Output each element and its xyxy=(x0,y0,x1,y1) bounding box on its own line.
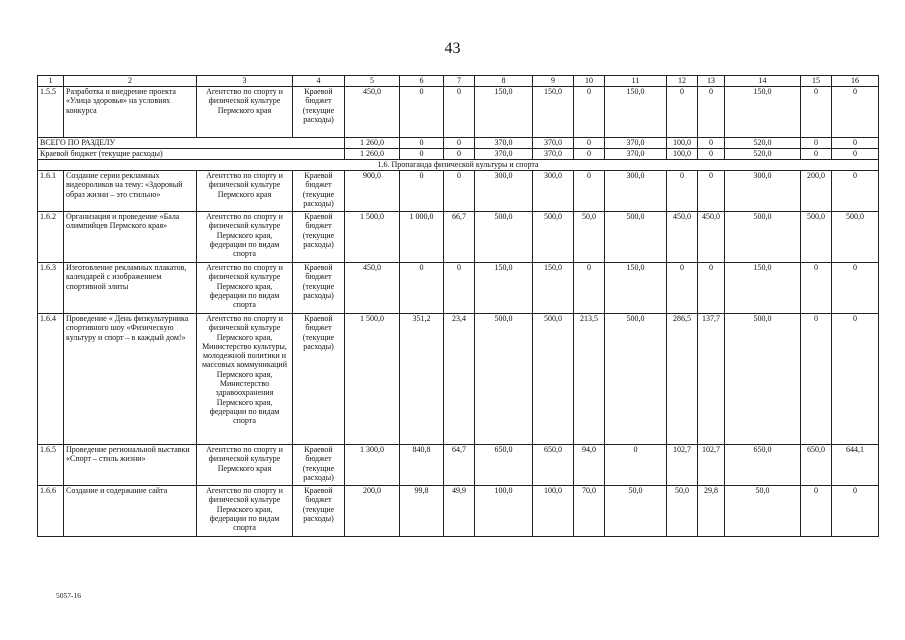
value-cell: 370,0 xyxy=(605,149,667,160)
value-cell: 0 xyxy=(574,138,605,149)
row-agency: Агентство по спорту и физической культуре Пермского края, Министерство культуры, молодежной политики и массовых коммуникаций Пермского края, Министерство здравоохранения Пермского края, федерации по видам спорта xyxy=(197,314,293,445)
value-cell: 50,0 xyxy=(574,212,605,263)
value-cell: 370,0 xyxy=(533,149,574,160)
header-cell: 12 xyxy=(667,76,698,87)
table-row xyxy=(38,212,879,263)
row-number: 1.6.2 xyxy=(38,212,64,263)
value-cell: 500,0 xyxy=(475,212,533,263)
value-cell: 100,0 xyxy=(533,486,574,537)
value-cell: 500,0 xyxy=(533,212,574,263)
row-number: 1.6.6 xyxy=(38,486,64,537)
row-source: Краевой бюджет (текущие расходы) xyxy=(293,486,345,537)
row-name: Организация и проведение «Бала олимпийцев Пермского края» xyxy=(64,212,197,263)
value-cell: 500,0 xyxy=(533,314,574,445)
row-source: Краевой бюджет (текущие расходы) xyxy=(293,171,345,212)
value-cell: 150,0 xyxy=(605,263,667,314)
value-cell: 1 000,0 xyxy=(400,212,444,263)
value-cell: 650,0 xyxy=(533,445,574,486)
value-cell: 0 xyxy=(832,171,879,212)
value-cell: 94,0 xyxy=(574,445,605,486)
row-agency: Агентство по спорту и физической культуре Пермского края xyxy=(197,445,293,486)
row-name: Разработка и внедрение проекта «Улица здоровья» на условиях конкурса xyxy=(64,87,197,138)
value-cell: 150,0 xyxy=(725,87,801,138)
value-cell: 370,0 xyxy=(533,138,574,149)
value-cell: 0 xyxy=(698,171,725,212)
header-cell: 4 xyxy=(293,76,345,87)
section-total-row xyxy=(38,138,879,149)
value-cell: 0 xyxy=(400,138,444,149)
header-cell: 11 xyxy=(605,76,667,87)
value-cell: 0 xyxy=(574,87,605,138)
value-cell: 500,0 xyxy=(801,212,832,263)
value-cell: 1 300,0 xyxy=(345,445,400,486)
value-cell: 0 xyxy=(832,149,879,160)
value-cell: 23,4 xyxy=(444,314,475,445)
value-cell: 0 xyxy=(832,314,879,445)
document-code: 5057-16 xyxy=(56,591,81,600)
value-cell: 0 xyxy=(832,486,879,537)
value-cell: 1 500,0 xyxy=(345,212,400,263)
row-name: Создание серии рекламных видеороликов на тему: «Здоровый образ жизни – это стильно» xyxy=(64,171,197,212)
value-cell: 450,0 xyxy=(345,87,400,138)
value-cell: 0 xyxy=(698,263,725,314)
value-cell: 0 xyxy=(832,87,879,138)
value-cell: 0 xyxy=(698,138,725,149)
value-cell: 300,0 xyxy=(475,171,533,212)
value-cell: 1 260,0 xyxy=(345,149,400,160)
value-cell: 70,0 xyxy=(574,486,605,537)
row-source: Краевой бюджет (текущие расходы) xyxy=(293,314,345,445)
budget-total-row xyxy=(38,149,879,160)
value-cell: 370,0 xyxy=(605,138,667,149)
value-cell: 500,0 xyxy=(725,212,801,263)
value-cell: 370,0 xyxy=(475,138,533,149)
value-cell: 1 260,0 xyxy=(345,138,400,149)
value-cell: 450,0 xyxy=(667,212,698,263)
header-cell: 13 xyxy=(698,76,725,87)
value-cell: 150,0 xyxy=(605,87,667,138)
value-cell: 500,0 xyxy=(725,314,801,445)
value-cell: 370,0 xyxy=(475,149,533,160)
value-cell: 0 xyxy=(400,171,444,212)
row-name: Проведение « День физкультурника спортивного шоу «Физическую культуру и спорт – в каждый дом!» xyxy=(64,314,197,445)
value-cell: 0 xyxy=(801,138,832,149)
value-cell: 0 xyxy=(400,87,444,138)
program-table xyxy=(37,75,879,537)
row-agency: Агентство по спорту и физической культуре Пермского края xyxy=(197,171,293,212)
value-cell: 100,0 xyxy=(667,149,698,160)
header-cell: 14 xyxy=(725,76,801,87)
value-cell: 137,7 xyxy=(698,314,725,445)
value-cell: 0 xyxy=(574,263,605,314)
header-row xyxy=(38,76,879,87)
header-cell: 9 xyxy=(533,76,574,87)
section-heading-row xyxy=(38,160,879,171)
value-cell: 500,0 xyxy=(605,314,667,445)
row-source: Краевой бюджет (текущие расходы) xyxy=(293,212,345,263)
value-cell: 0 xyxy=(605,445,667,486)
row-number: 1.6.4 xyxy=(38,314,64,445)
value-cell: 0 xyxy=(400,149,444,160)
value-cell: 0 xyxy=(667,171,698,212)
header-cell: 1 xyxy=(38,76,64,87)
value-cell: 450,0 xyxy=(345,263,400,314)
value-cell: 200,0 xyxy=(801,171,832,212)
value-cell: 300,0 xyxy=(725,171,801,212)
value-cell: 150,0 xyxy=(533,263,574,314)
budget-total-label: Краевой бюджет (текущие расходы) xyxy=(38,149,345,160)
header-cell: 6 xyxy=(400,76,444,87)
table-row xyxy=(38,263,879,314)
value-cell: 351,2 xyxy=(400,314,444,445)
value-cell: 300,0 xyxy=(533,171,574,212)
row-name: Изготовление рекламных плакатов, календарей с изображением спортивной элиты xyxy=(64,263,197,314)
page-number: 43 xyxy=(444,40,461,57)
value-cell: 650,0 xyxy=(475,445,533,486)
value-cell: 520,0 xyxy=(725,138,801,149)
value-cell: 500,0 xyxy=(475,314,533,445)
value-cell: 0 xyxy=(574,171,605,212)
value-cell: 286,5 xyxy=(667,314,698,445)
value-cell: 0 xyxy=(801,263,832,314)
row-source: Краевой бюджет (текущие расходы) xyxy=(293,87,345,138)
value-cell: 0 xyxy=(444,87,475,138)
value-cell: 0 xyxy=(444,171,475,212)
value-cell: 150,0 xyxy=(725,263,801,314)
table-row xyxy=(38,314,879,445)
value-cell: 0 xyxy=(832,138,879,149)
value-cell: 50,0 xyxy=(605,486,667,537)
value-cell: 0 xyxy=(667,87,698,138)
value-cell: 150,0 xyxy=(475,263,533,314)
row-agency: Агентство по спорту и физической культуре Пермского края, федерации по видам спорта xyxy=(197,212,293,263)
value-cell: 102,7 xyxy=(667,445,698,486)
row-name: Создание и содержание сайта xyxy=(64,486,197,537)
value-cell: 500,0 xyxy=(832,212,879,263)
value-cell: 100,0 xyxy=(667,138,698,149)
value-cell: 0 xyxy=(444,149,475,160)
value-cell: 0 xyxy=(444,263,475,314)
header-cell: 7 xyxy=(444,76,475,87)
row-number: 1.6.3 xyxy=(38,263,64,314)
value-cell: 0 xyxy=(444,138,475,149)
value-cell: 150,0 xyxy=(533,87,574,138)
value-cell: 0 xyxy=(801,149,832,160)
value-cell: 49,9 xyxy=(444,486,475,537)
value-cell: 1 500,0 xyxy=(345,314,400,445)
section-total-label: ВСЕГО ПО РАЗДЕЛУ xyxy=(38,138,345,149)
row-agency: Агентство по спорту и физической культуре Пермского края, федерации по видам спорта xyxy=(197,263,293,314)
table-row xyxy=(38,87,879,138)
value-cell: 500,0 xyxy=(605,212,667,263)
value-cell: 0 xyxy=(801,314,832,445)
value-cell: 50,0 xyxy=(667,486,698,537)
value-cell: 0 xyxy=(801,486,832,537)
value-cell: 300,0 xyxy=(605,171,667,212)
row-number: 1.5.5 xyxy=(38,87,64,138)
header-cell: 2 xyxy=(64,76,197,87)
row-number: 1.6.5 xyxy=(38,445,64,486)
value-cell: 520,0 xyxy=(725,149,801,160)
section-title: 1.6. Пропаганда физической культуры и спорта xyxy=(38,160,879,171)
value-cell: 50,0 xyxy=(725,486,801,537)
value-cell: 840,8 xyxy=(400,445,444,486)
value-cell: 0 xyxy=(698,149,725,160)
header-cell: 8 xyxy=(475,76,533,87)
table-row xyxy=(38,486,879,537)
value-cell: 0 xyxy=(832,263,879,314)
value-cell: 644,1 xyxy=(832,445,879,486)
value-cell: 450,0 xyxy=(698,212,725,263)
value-cell: 102,7 xyxy=(698,445,725,486)
value-cell: 64,7 xyxy=(444,445,475,486)
header-cell: 10 xyxy=(574,76,605,87)
value-cell: 99,8 xyxy=(400,486,444,537)
row-agency: Агентство по спорту и физической культуре Пермского края, федерации по видам спорта xyxy=(197,486,293,537)
value-cell: 0 xyxy=(801,87,832,138)
header-cell: 5 xyxy=(345,76,400,87)
value-cell: 900,0 xyxy=(345,171,400,212)
row-source: Краевой бюджет (текущие расходы) xyxy=(293,263,345,314)
value-cell: 0 xyxy=(400,263,444,314)
value-cell: 0 xyxy=(574,149,605,160)
value-cell: 66,7 xyxy=(444,212,475,263)
row-agency: Агентство по спорту и физической культуре Пермского края xyxy=(197,87,293,138)
value-cell: 650,0 xyxy=(801,445,832,486)
table-row xyxy=(38,171,879,212)
value-cell: 650,0 xyxy=(725,445,801,486)
value-cell: 0 xyxy=(667,263,698,314)
row-source: Краевой бюджет (текущие расходы) xyxy=(293,445,345,486)
value-cell: 150,0 xyxy=(475,87,533,138)
row-name: Проведение региональной выставки «Спорт – стиль жизни» xyxy=(64,445,197,486)
table-row xyxy=(38,445,879,486)
header-cell: 15 xyxy=(801,76,832,87)
header-cell: 3 xyxy=(197,76,293,87)
header-cell: 16 xyxy=(832,76,879,87)
row-number: 1.6.1 xyxy=(38,171,64,212)
value-cell: 100,0 xyxy=(475,486,533,537)
value-cell: 200,0 xyxy=(345,486,400,537)
value-cell: 0 xyxy=(698,87,725,138)
value-cell: 29,8 xyxy=(698,486,725,537)
value-cell: 213,5 xyxy=(574,314,605,445)
